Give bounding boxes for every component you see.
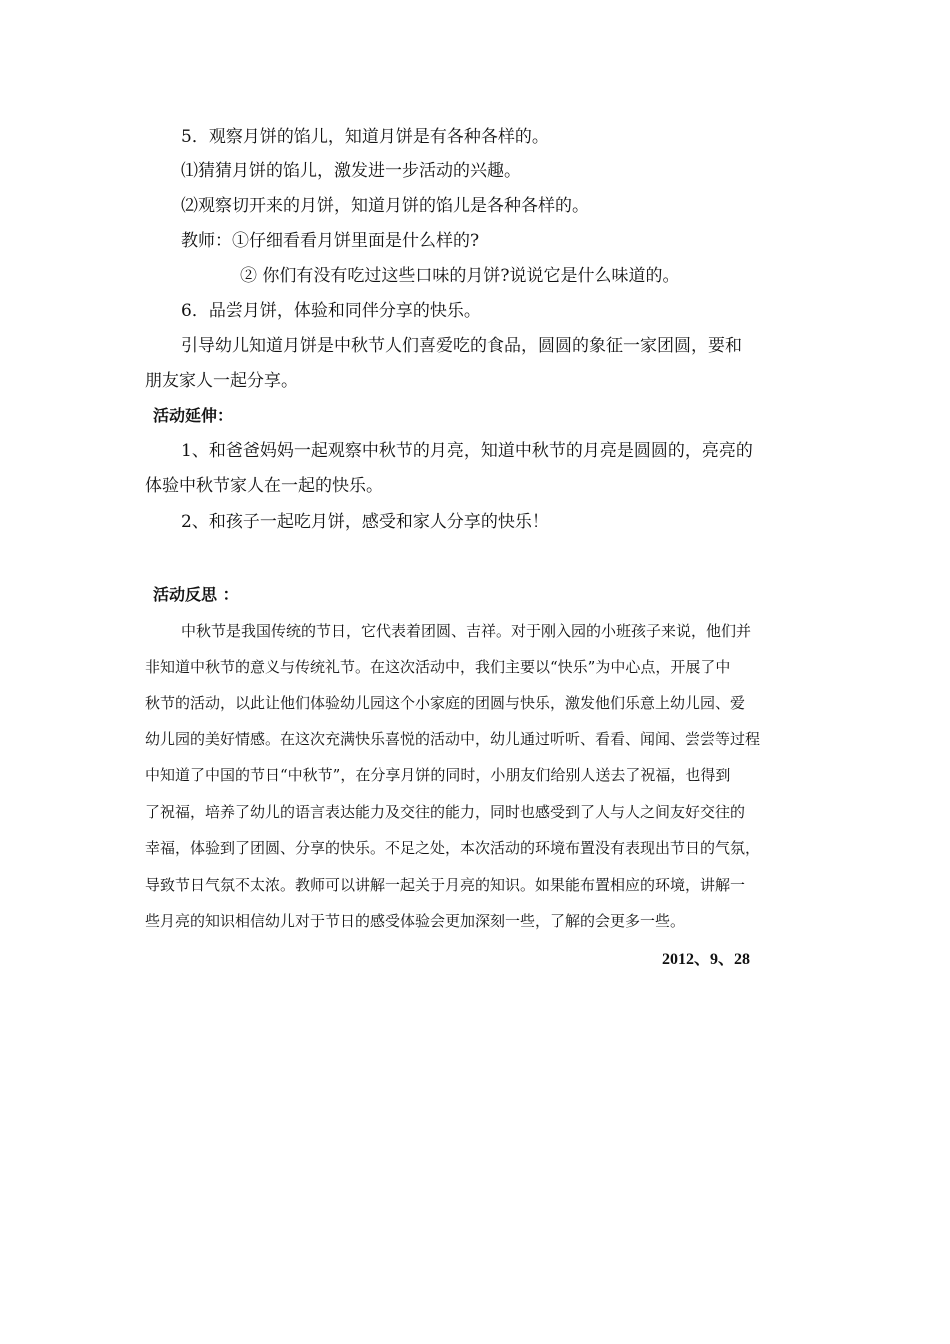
reflection-line: 导致节日气氛不太浓。教师可以讲解一起关于月亮的知识。如果能布置相应的环境，讲解一 [145,876,746,894]
reflection-line: 秋节的活动，以此让他们体验幼儿园这个小家庭的团圆与快乐，激发他们乐意上幼儿园、爱 [145,694,746,712]
extension-item-1-line-2: 体验中秋节家人在一起的快乐。 [145,476,383,496]
step-5-1: ⑴猜猜月饼的馅儿，激发进一步活动的兴趣。 [181,161,521,181]
reflection-line: 了祝福，培养了幼儿的语言表达能力及交往的能力，同时也感受到了人与人之间友好交往的 [145,803,746,821]
reflection-line: 中秋节是我国传统的节日，它代表着团圆、吉祥。对于刚入园的小班孩子来说，他们并 [181,622,752,640]
teacher-question-2: ② 你们有没有吃过这些口味的月饼?说说它是什么味道的。 [240,266,680,286]
guide-line-2: 朋友家人一起分享。 [145,371,298,391]
reflection-line: 非知道中秋节的意义与传统礼节。在这次活动中，我们主要以“快乐”为中心点，开展了中 [145,658,731,676]
teacher-question-1: 教师：①仔细看看月饼里面是什么样的? [181,231,480,251]
step-5-2: ⑵观察切开来的月饼，知道月饼的馅儿是各种各样的。 [181,196,589,216]
reflection-heading: 活动反思 ： [153,585,239,604]
step-6: 6．品尝月饼，体验和同伴分享的快乐。 [181,301,481,321]
reflection-line: 幼儿园的美好情感。在这次充满快乐喜悦的活动中，幼儿通过听听、看看、闻闻、尝尝等过程 [145,730,761,748]
guide-line-1: 引导幼儿知道月饼是中秋节人们喜爱吃的食品，圆圆的象征一家团圆，要和 [181,336,742,356]
step-5: 5．观察月饼的馅儿，知道月饼是有各种各样的。 [181,127,549,147]
reflection-line: 幸福，体验到了团圆、分享的快乐。不足之处，本次活动的环境布置没有表现出节日的气氛， [145,839,761,857]
reflection-line: 些月亮的知识相信幼儿对于节日的感受体验会更加深刻一些，了解的会更多一些。 [145,912,686,930]
extension-item-1-line-1: 1、和爸爸妈妈一起观察中秋节的月亮，知道中秋节的月亮是圆圆的，亮亮的 [181,441,753,461]
extension-heading: 活动延伸： [153,406,234,425]
extension-item-2: 2、和孩子一起吃月饼，感受和家人分享的快乐！ [181,512,549,532]
document-date: 2012、9、28 [662,951,751,968]
reflection-line: 中知道了中国的节日“中秋节”，在分享月饼的同时，小朋友们给别人送去了祝福，也得到 [145,766,731,784]
